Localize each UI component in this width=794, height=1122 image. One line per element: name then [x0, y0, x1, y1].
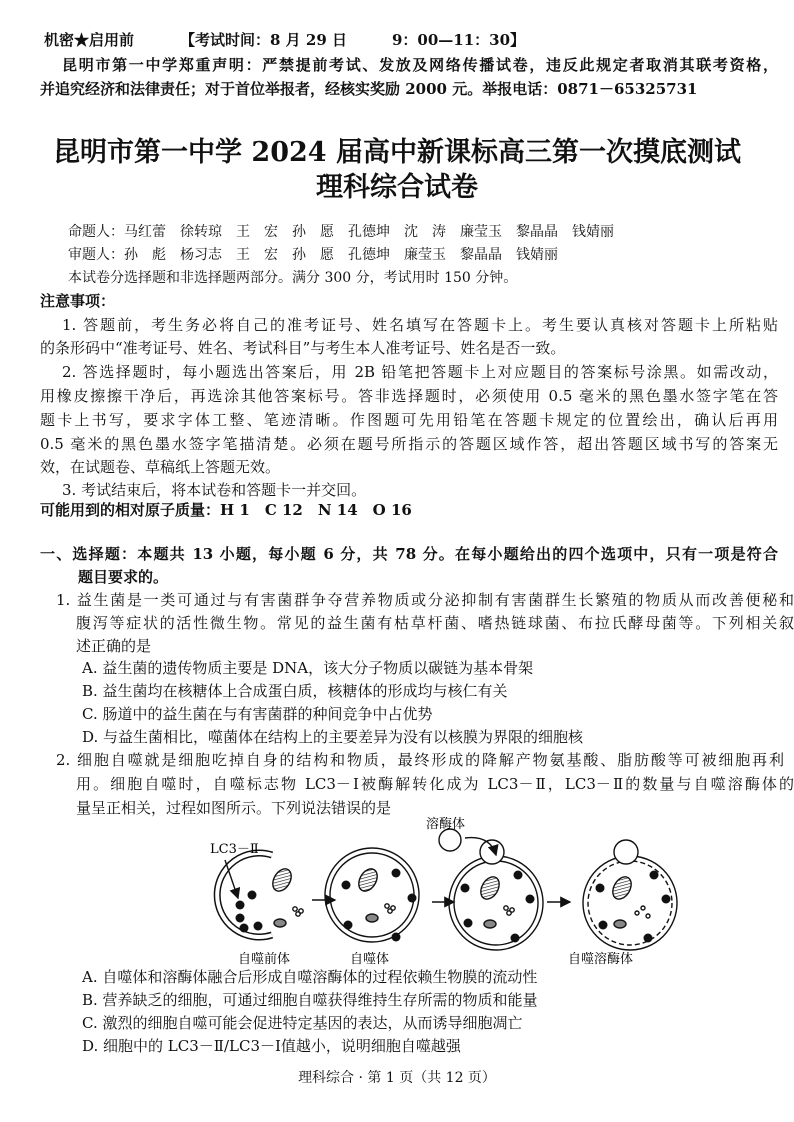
atomic-mass: 可能用到的相对原子质量：H 1 C 12 N 14 O 16 — [40, 501, 412, 519]
school-statement-line-2: 并追究经济和法律责任；对于首位举报者，经核实奖励 2000 元。举报电话：0871－65325731 — [40, 80, 698, 98]
note-line: 2. 答选择题时，每小题选出答案后，用 2B 铅笔把答题卡上对应题目的答案标号涂黑。如需改动， — [62, 363, 778, 381]
autophagy-diagram — [200, 810, 680, 970]
exam-intro: 本试卷分选择题和非选择题两部分。满分 300 分，考试用时 150 分钟。 — [68, 270, 518, 286]
exam-time: 【考试时间：8 月 29 日 9：00—11：30】 — [180, 31, 526, 49]
page-subtitle: 理科综合试卷 — [316, 172, 478, 203]
question-stem: 述正确的是 — [76, 637, 152, 655]
stage-label-autophagosome: 自噬体 — [350, 952, 390, 967]
option-d: D. 细胞中的 LC3－Ⅱ/LC3－Ⅰ值越小，说明细胞自噬越强 — [82, 1037, 461, 1055]
note-line: 0.5 毫米的黑色墨水签字笔描清楚。必须在题号所指示的答题区域作答，超出答题区域书写的答案无 — [40, 435, 778, 453]
note-line: 效，在试题卷、草稿纸上答题无效。 — [40, 458, 281, 476]
school-statement-line-1: 昆明市第一中学郑重声明：严禁提前考试、发放及网络传播试卷，违反此规定者取消其联考资格， — [62, 56, 778, 74]
section-heading: 一、选择题：本题共 13 小题，每小题 6 分，共 78 分。在每小题给出的四个选项中，只有一项是符合 — [40, 545, 778, 563]
option-c: C. 激烈的细胞自噬可能会促进特定基因的表达，从而诱导细胞凋亡 — [82, 1014, 523, 1032]
question-reviewers: 审题人：孙 彪 杨习志 王 宏 孙 愿 孔德坤 廉莹玉 黎晶晶 钱婧丽 — [68, 247, 558, 263]
section-heading-cont: 题目要求的。 — [78, 568, 169, 586]
question-stem: 量呈正相关，过程如图所示。下列说法错误的是 — [76, 799, 392, 817]
question-stem: 腹泻等症状的活性微生物。常见的益生菌有枯草杆菌、嗜热链球菌、布拉氏酵母菌等。下列相关叙 — [76, 614, 794, 632]
note-line: 3. 考试结束后，将本试卷和答题卡一并交回。 — [62, 481, 367, 499]
option-a: A. 益生菌的遗传物质主要是 DNA，该大分子物质以碳链为基本骨架 — [82, 659, 534, 677]
note-line: 1. 答题前，考生务必将自己的准考证号、姓名填写在答题卡上。考生要认真核对答题卡上所粘贴 — [62, 316, 778, 334]
question-setters: 命题人：马红蕾 徐转琼 王 宏 孙 愿 孔德坤 沈 涛 廉莹玉 黎晶晶 钱婧丽 — [68, 224, 614, 240]
question-stem: 1. 益生菌是一类可通过与有害菌群争夺营养物质或分泌抑制有害菌群生长繁殖的物质从而改善便秘和 — [56, 591, 794, 609]
note-line: 题卡上书写，要求字体工整、笔迹清晰。作图题可先用铅笔在答题卡规定的位置绘出，确认后再用 — [40, 411, 778, 429]
stage-label-autolysosome: 自噬溶酶体 — [568, 952, 634, 967]
page-title: 昆明市第一中学 2024 届高中新课标高三第一次摸底测试 — [53, 137, 741, 168]
stage-label-phagophore: 自噬前体 — [238, 952, 291, 967]
page-footer: 理科综合 · 第 1 页（共 12 页） — [298, 1070, 496, 1086]
option-b: B. 营养缺乏的细胞，可通过细胞自噬获得维持生存所需的物质和能量 — [82, 991, 538, 1009]
question-stem: 用。细胞自噬时，自噬标志物 LC3－Ⅰ被酶解转化成为 LC3－Ⅱ，LC3－Ⅱ的数量与自噬溶酶体的 — [76, 775, 794, 793]
note-line: 的条形码中“准考证号、姓名、考试科目”与考生本人准考证号、姓名是否一致。 — [40, 339, 566, 357]
note-line: 用橡皮擦擦干净后，再选涂其他答案标号。答非选择题时，必须使用 0.5 毫米的黑色墨水签字笔在答 — [40, 387, 778, 405]
confidential-label: 机密★启用前 — [44, 31, 135, 49]
option-c: C. 肠道中的益生菌在与有害菌群的种间竞争中占优势 — [82, 705, 433, 723]
question-stem: 2. 细胞自噬就是细胞吃掉自身的结构和物质，最终形成的降解产物氨基酸、脂肪酸等可被细胞再利 — [56, 751, 784, 769]
option-b: B. 益生菌均在核糖体上合成蛋白质，核糖体的形成均与核仁有关 — [82, 682, 508, 700]
option-a: A. 自噬体和溶酶体融合后形成自噬溶酶体的过程依赖生物膜的流动性 — [82, 968, 538, 986]
lysosome-label: 溶酶体 — [426, 817, 466, 832]
option-d: D. 与益生菌相比，噬菌体在结构上的主要差异为没有以核膜为界限的细胞核 — [82, 728, 584, 746]
lc3-label: LC3－Ⅱ — [210, 842, 259, 857]
notes-heading: 注意事项： — [40, 292, 116, 310]
